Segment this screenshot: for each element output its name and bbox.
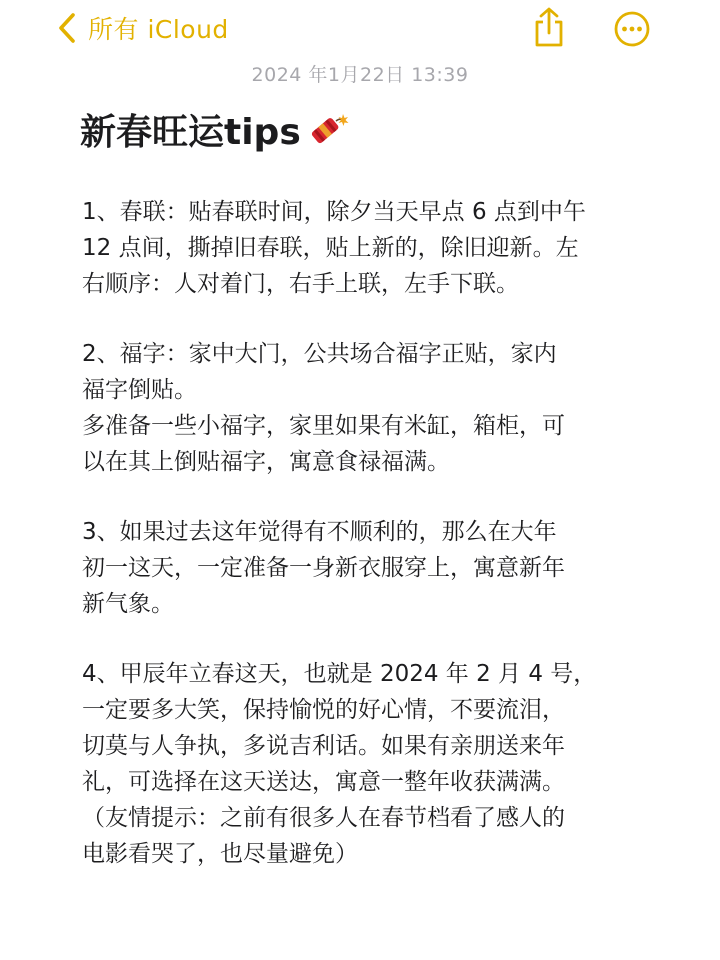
ellipsis-circle-icon[interactable] (613, 10, 651, 48)
back-label: 所有 iCloud (88, 15, 229, 44)
note-title[interactable] (80, 104, 351, 155)
note-line: 4、甲辰年立春这天，也就是 2024 年 2 月 4 号， (82, 661, 597, 687)
note-line: （友情提示：之前有很多人在春节档看了感人的 (82, 805, 565, 831)
note-line: 3、如果过去这年觉得有不顺利的，那么在大年 (82, 519, 557, 545)
note-title-text: 新春旺运tips (80, 112, 301, 153)
share-icon[interactable] (531, 6, 567, 48)
navigation-bar (0, 0, 720, 56)
note-line: 切莫与人争执，多说吉利话。如果有亲朋送来年 (82, 733, 565, 759)
chevron-left-icon (56, 12, 78, 44)
note-line: 电影看哭了，也尽量避免） (82, 841, 358, 867)
note-line: 12 点间，撕掉旧春联，贴上新的，除旧迎新。左 (82, 235, 579, 261)
note-line: 以在其上倒贴福字，寓意食禄福满。 (82, 449, 450, 475)
note-line: 福字倒贴。 (82, 377, 197, 403)
note-paragraph (82, 336, 642, 480)
note-line: 右顺序：人对着门，右手上联，左手下联。 (82, 271, 519, 297)
note-date: 2024 年1月22日 13:39 (251, 64, 469, 86)
note-line: 一定要多大笑，保持愉悦的好心情，不要流泪， (82, 697, 565, 723)
note-line: 1、春联：贴春联时间，除夕当天早点 6 点到中午 (82, 199, 586, 225)
firecracker-icon (305, 110, 351, 150)
note-paragraph (82, 514, 642, 622)
note-line: 初一这天，一定准备一身新衣服穿上，寓意新年 (82, 555, 565, 581)
note-paragraph (82, 656, 642, 872)
note-line: 新气象。 (82, 591, 174, 617)
note-line: 礼，可选择在这天送达，寓意一整年收获满满。 (82, 769, 565, 795)
back-button[interactable] (56, 10, 229, 46)
note-line: 多准备一些小福字，家里如果有米缸，箱柜，可 (82, 413, 565, 439)
note-line: 2、福字：家中大门，公共场合福字正贴，家内 (82, 341, 557, 367)
note-body[interactable] (82, 194, 642, 906)
note-paragraph (82, 194, 642, 302)
